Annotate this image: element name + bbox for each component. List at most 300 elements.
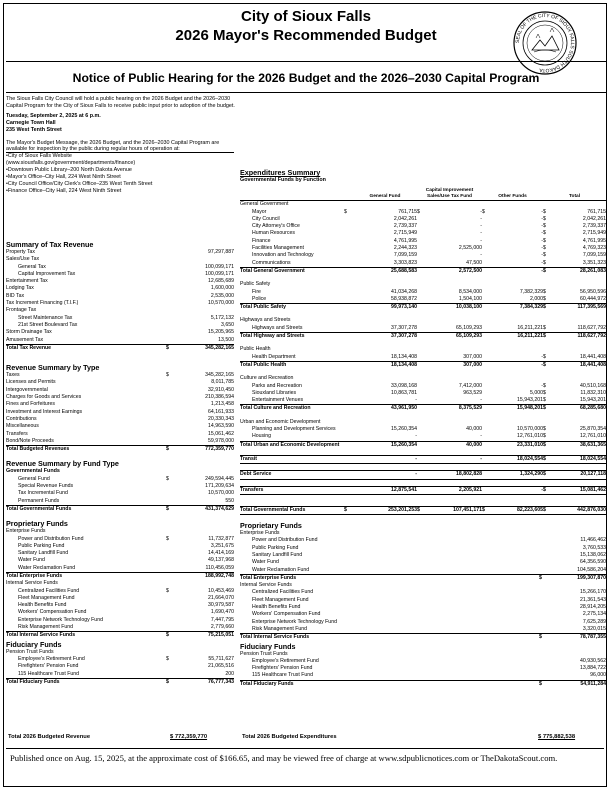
row-label: Health Benefits Fund: [18, 602, 67, 609]
fiduciary-revenue-title: Fiduciary Funds: [6, 639, 62, 649]
table-row: [6, 337, 234, 344]
row-label: Pension Trust Funds: [240, 650, 288, 657]
row-label: Miscellaneous: [6, 423, 39, 430]
row-value: 15,266,170: [580, 589, 606, 596]
currency-symbol: [344, 375, 353, 382]
capital-fund-value: [426, 375, 482, 382]
row-value: 772,359,770: [205, 446, 234, 453]
capital-fund-value: -: [480, 208, 482, 215]
table-row: [6, 307, 234, 314]
currency-symbol: $: [166, 505, 169, 512]
total-value: 117,395,569: [577, 304, 606, 311]
total-value: 40,510,168: [580, 382, 606, 389]
row-label: Total Fiduciary Funds: [6, 678, 60, 685]
row-value: 431,374,629: [205, 505, 234, 512]
table-row: [240, 223, 606, 230]
total-value: 118,627,792: [577, 324, 606, 331]
currency-symbol: [166, 401, 176, 408]
row-label: Total Public Health: [240, 361, 287, 368]
capital-fund-value: [426, 346, 482, 353]
currency-symbol: [166, 580, 176, 587]
table-row: [6, 624, 234, 631]
general-fund-value: [353, 375, 417, 382]
row-label: Tax Incremental Fund: [18, 490, 68, 497]
row-label: Total Enterprise Funds: [6, 572, 63, 579]
row-label: Parks and Recreation: [252, 382, 302, 389]
general-fund-value: 253,201,253: [388, 506, 417, 513]
row-value: 100,099,171: [205, 263, 234, 270]
capital-fund-value: -: [480, 237, 482, 244]
table-row: [240, 537, 606, 544]
currency-symbol: [344, 333, 353, 340]
capital-fund-value: 107,451,171: [453, 506, 482, 513]
row-label: Housing: [252, 433, 272, 440]
table-row: [240, 658, 606, 665]
currency-symbol: [417, 383, 426, 390]
total-value: 60,444,972: [580, 295, 606, 302]
city-title: City of Sioux Falls: [240, 8, 372, 25]
currency-symbol: [166, 565, 176, 572]
currency-symbol: [417, 304, 426, 311]
table-row: [240, 267, 606, 275]
currency-symbol: $: [417, 208, 420, 215]
currency-symbol: [417, 456, 426, 463]
capital-fund-value: 18,802,828: [456, 471, 482, 478]
currency-symbol: [482, 304, 491, 311]
currency-symbol: [543, 317, 552, 324]
location-item: •City of Sioux Falls Website: [6, 153, 72, 160]
row-label: Highways and Streets: [252, 324, 303, 331]
total-value: 4,769,323: [582, 245, 606, 252]
currency-symbol: [543, 419, 552, 426]
column-header: Total: [568, 194, 581, 200]
currency-symbol: [482, 238, 491, 245]
row-label: Transfers: [240, 486, 264, 493]
row-value: 249,594,445: [205, 475, 234, 482]
currency-symbol: [417, 346, 426, 353]
currency-symbol: $: [543, 333, 546, 340]
row-value: 10,570,000: [208, 490, 234, 497]
table-row: [240, 238, 606, 245]
currency-symbol: [482, 419, 491, 426]
table-row: [6, 379, 234, 386]
row-label: Firefighters' Pension Fund: [18, 663, 79, 670]
row-value: 21,664,070: [208, 594, 234, 601]
currency-symbol: $: [543, 223, 546, 230]
general-fund-value: 2,739,337: [393, 223, 417, 230]
general-fund-value: -: [415, 471, 417, 478]
general-fund-value: 58,938,872: [391, 295, 417, 302]
currency-symbol: [539, 604, 548, 611]
row-value: 20,330,343: [208, 415, 234, 422]
general-fund-value: 15,260,354: [391, 426, 417, 433]
row-label: Total Urban and Economic Development: [240, 441, 340, 448]
row-value: 49,137,968: [208, 557, 234, 564]
other-funds-value: 82,223,605: [517, 506, 543, 513]
row-value: 15,138,062: [580, 551, 606, 558]
header-divider: [6, 61, 606, 62]
capital-fund-value: -: [480, 397, 482, 404]
currency-symbol: [417, 419, 426, 426]
row-label: Total Governmental Funds: [6, 505, 72, 512]
currency-symbol: [482, 333, 491, 340]
currency-symbol: [166, 649, 176, 656]
table-row: [6, 483, 234, 490]
row-value: [176, 528, 234, 535]
location-item: •Mayor's Office–City Hall, 224 West Ninth Street: [6, 174, 121, 181]
general-fund-value: 2,042,261: [393, 215, 417, 222]
table-row: [240, 252, 606, 259]
table-row: [6, 264, 234, 271]
table-row: [6, 498, 234, 505]
row-value: 15,205,965: [208, 329, 234, 336]
table-row: [240, 552, 606, 559]
row-value: 8,011,785: [211, 379, 234, 386]
currency-symbol: $: [543, 397, 546, 404]
currency-symbol: [482, 289, 491, 296]
revenue-column: [6, 240, 234, 686]
row-label: Total Governmental Funds: [240, 506, 306, 513]
row-value: 96,000: [590, 672, 606, 679]
currency-symbol: [482, 471, 491, 478]
table-row: [6, 609, 234, 616]
row-value: 15,061,462: [208, 430, 234, 437]
currency-symbol: $: [543, 295, 546, 302]
total-value: 7,099,159: [582, 252, 606, 259]
row-value: 345,282,165: [205, 344, 234, 351]
row-label: Transit: [240, 455, 258, 462]
row-value: 75,215,051: [208, 632, 234, 639]
table-row: [240, 433, 606, 440]
row-value: 210,386,594: [205, 394, 234, 401]
currency-symbol: [344, 419, 353, 426]
table-row: [6, 431, 234, 438]
revenue-by-fund-title: Revenue Summary by Fund Type: [6, 459, 119, 469]
currency-symbol: [539, 559, 548, 566]
other-funds-value: 10,570,000: [517, 426, 543, 433]
row-label: Enterprise Funds: [240, 530, 280, 537]
table-row: [240, 317, 606, 324]
currency-symbol: $: [166, 587, 169, 594]
row-label: Property Tax: [6, 249, 36, 255]
row-value: 199,307,870: [577, 574, 606, 581]
row-label: Debt Service: [240, 471, 272, 478]
row-value: 64,356,590: [580, 559, 606, 566]
row-label: Water Fund: [252, 559, 279, 566]
row-value: 3,320,015: [582, 625, 606, 632]
row-label: 115 Healthcare Trust Fund: [252, 672, 314, 679]
row-value: 3,760,533: [582, 544, 606, 551]
currency-symbol: [417, 397, 426, 404]
table-row: [6, 249, 234, 256]
general-fund-value: 43,961,950: [391, 405, 417, 412]
currency-symbol: [539, 665, 548, 672]
row-label: Internal Service Funds: [6, 580, 58, 587]
currency-symbol: [344, 296, 353, 303]
table-row: [6, 278, 234, 285]
capital-fund-value: -: [480, 223, 482, 230]
proprietary-revenue-title: Proprietary Funds: [6, 519, 68, 529]
row-label: Risk Management Fund: [252, 625, 308, 632]
location-item: (www.siouxfalls.gov/government/departments/finance): [6, 160, 136, 167]
currency-symbol: [417, 245, 426, 252]
column-header: General Fund: [369, 194, 401, 200]
other-funds-value: 2,000: [530, 295, 543, 302]
currency-symbol: $: [543, 237, 546, 244]
currency-symbol: [166, 490, 176, 497]
other-funds-value: 7,382,329: [519, 288, 543, 295]
currency-symbol: [344, 245, 353, 252]
currency-symbol: $: [543, 252, 546, 259]
row-label: Centralized Facilities Fund: [18, 587, 80, 594]
publication-footer: Published once on Aug. 15, 2025, at the approximate cost of $166.65, and may be viewed free of charge at www.sdpublicnotices.com or TheDakotaScout.com.: [6, 748, 604, 782]
total-value: 18,441,408: [580, 353, 606, 360]
row-label: Sanitary Landfill Fund: [18, 550, 69, 557]
row-label: Total Internal Service Funds: [6, 632, 76, 639]
table-row: [6, 329, 234, 336]
row-label: Total Internal Service Funds: [240, 634, 310, 641]
row-value: 10,570,000: [208, 300, 234, 307]
table-row: [6, 285, 234, 292]
table-row: [240, 604, 606, 611]
currency-symbol: $: [539, 634, 542, 641]
table-row: [240, 296, 606, 303]
table-row: [6, 394, 234, 401]
availability-paragraph: The Mayor's Budget Message, the 2026 Budget, and the 2026–2030 Capital Program are available for inspection by the public during regular hours of operation at:: [6, 139, 220, 153]
currency-symbol: [344, 405, 353, 412]
row-label: Water Fund: [18, 557, 45, 564]
currency-symbol: [344, 390, 353, 397]
row-value: [548, 651, 606, 658]
total-value: 761,715: [587, 208, 606, 215]
total-value: 2,715,949: [582, 230, 606, 237]
other-funds-value: 1,324,290: [519, 471, 543, 478]
row-label: 21st Street Boulevard Tax: [18, 321, 78, 328]
currency-symbol: [482, 201, 491, 208]
currency-symbol: [166, 543, 176, 550]
row-value: 11,732,877: [208, 535, 234, 542]
row-label: Fleet Management Fund: [18, 594, 75, 601]
svg-text:SEAL OF THE CITY OF SIOUX FALL: SEAL OF THE CITY OF SIOUX FALLS SOUTH DAKOTA: [514, 12, 576, 74]
row-label: Permanent Funds: [18, 497, 60, 504]
row-value: 2,535,000: [210, 292, 234, 299]
table-row: [6, 322, 234, 329]
general-fund-value: 12,875,541: [391, 486, 417, 493]
row-label: Transfers: [6, 430, 28, 437]
table-row: [6, 445, 234, 453]
total-expenditures-label: Total 2026 Budgeted Expenditures: [242, 734, 337, 740]
other-funds-value: -: [541, 237, 543, 244]
general-fund-value: [353, 419, 417, 426]
currency-symbol: [344, 268, 353, 275]
row-label: Total Budgeted Revenues: [6, 446, 70, 453]
row-value: 11,466,462: [580, 537, 606, 544]
table-row: [240, 397, 606, 404]
currency-symbol: [539, 589, 548, 596]
row-value: [176, 649, 234, 656]
other-funds-value: 5,000: [530, 389, 543, 396]
column-header-row: [240, 184, 606, 201]
general-fund-value: [353, 281, 417, 288]
currency-symbol: [344, 289, 353, 296]
proprietary-expenditures-title: Proprietary Funds: [240, 521, 302, 531]
table-row: [6, 344, 234, 352]
expenditures-subtitle: Governmental Funds by Function: [240, 177, 326, 183]
row-label: Public Health: [240, 346, 271, 353]
currency-symbol: [539, 672, 548, 679]
currency-symbol: [482, 442, 491, 449]
total-value: 38,631,365: [580, 441, 606, 448]
table-row: [240, 441, 606, 449]
currency-symbol: [166, 483, 176, 490]
city-seal-icon: [512, 10, 578, 76]
general-fund-value: -: [415, 397, 417, 404]
general-fund-value: 761,715: [398, 208, 417, 215]
table-row: [6, 372, 234, 379]
row-label: Storm Drainage Tax: [6, 329, 52, 336]
general-fund-value: 7,099,159: [393, 252, 417, 259]
currency-symbol: $: [543, 455, 546, 462]
row-value: 1,213,458: [210, 401, 234, 408]
row-value: 13,884,722: [580, 665, 606, 672]
table-row: [6, 293, 234, 300]
row-label: Human Resources: [252, 230, 295, 237]
currency-symbol: [417, 317, 426, 324]
total-value: 2,042,261: [582, 215, 606, 222]
row-label: General Government: [240, 201, 289, 208]
currency-symbol: $: [543, 361, 546, 368]
currency-symbol: [166, 595, 176, 602]
currency-symbol: [166, 285, 176, 292]
table-row: [240, 303, 606, 311]
row-value: 55,711,627: [208, 655, 234, 662]
table-row: [240, 455, 606, 464]
row-label: Centralized Facilities Fund: [252, 589, 314, 596]
row-label: Bond/Note Proceeds: [6, 437, 54, 444]
general-fund-value: 33,098,168: [391, 382, 417, 389]
table-row: [240, 383, 606, 390]
table-row: [6, 550, 234, 557]
other-funds-value: [491, 346, 543, 353]
row-value: 2,275,134: [582, 611, 606, 618]
capital-fund-value: -: [480, 455, 482, 462]
table-row: [6, 423, 234, 430]
row-label: Entertainment Venues: [252, 397, 304, 404]
row-value: 104,586,204: [577, 566, 606, 573]
table-row: [6, 528, 234, 535]
notice-divider: [6, 92, 606, 93]
capital-fund-value: 65,109,293: [456, 333, 482, 340]
currency-symbol: [482, 354, 491, 361]
currency-symbol: [417, 325, 426, 332]
general-fund-value: -: [415, 433, 417, 440]
capital-fund-value: 40,000: [466, 441, 482, 448]
total-value: 68,285,680: [580, 405, 606, 412]
total-value: 118,627,792: [577, 333, 606, 340]
currency-symbol: [539, 537, 548, 544]
general-fund-value: 41,034,268: [391, 288, 417, 295]
total-revenue-label: Total 2026 Budgeted Revenue: [8, 734, 91, 740]
currency-symbol: [344, 260, 353, 267]
table-row: [240, 665, 606, 672]
currency-symbol: $: [417, 506, 420, 513]
total-value: 18,024,554: [580, 455, 606, 462]
currency-symbol: $: [543, 259, 546, 266]
total-value: 4,761,995: [582, 237, 606, 244]
other-funds-value: 23,331,010: [517, 441, 543, 448]
row-label: Frontage Tax: [6, 307, 37, 314]
currency-symbol: [166, 293, 176, 300]
currency-symbol: [417, 426, 426, 433]
total-value: 56,950,596: [580, 288, 606, 295]
currency-symbol: [482, 281, 491, 288]
table-row: [240, 404, 606, 412]
total-value: 12,761,010: [580, 433, 606, 440]
currency-symbol: [166, 315, 176, 322]
currency-symbol: [543, 201, 552, 208]
currency-symbol: [166, 387, 176, 394]
currency-symbol: [482, 317, 491, 324]
general-fund-value: 15,260,354: [391, 441, 417, 448]
row-label: Employee's Retirement Fund: [252, 657, 319, 664]
capital-fund-value: [426, 201, 482, 208]
currency-symbol: [166, 617, 176, 624]
location-list: [6, 153, 236, 194]
row-label: Enterprise Funds: [6, 528, 46, 535]
table-row: [240, 216, 606, 223]
row-value: 54,911,284: [580, 680, 606, 687]
currency-symbol: [539, 658, 548, 665]
currency-symbol: [482, 252, 491, 259]
location-item: •City Council Office/City Clerk's Office–235 West Tenth Street: [6, 180, 153, 187]
currency-symbol: [166, 557, 176, 564]
table-row: [240, 680, 606, 688]
currency-symbol: [417, 238, 426, 245]
currency-symbol: $: [543, 433, 546, 440]
currency-symbol: [344, 223, 353, 230]
currency-symbol: [482, 362, 491, 369]
currency-symbol: $: [344, 208, 347, 215]
capital-fund-value: -: [480, 215, 482, 222]
other-funds-value: -: [541, 382, 543, 389]
row-label: General Tax: [18, 263, 46, 270]
capital-fund-value: 47,500: [466, 259, 482, 266]
currency-symbol: [166, 271, 176, 278]
table-row: [240, 361, 606, 369]
row-label: Culture and Recreation: [240, 375, 294, 382]
row-label: Public Parking Fund: [252, 544, 299, 551]
currency-symbol: [482, 296, 491, 303]
currency-symbol: $: [166, 655, 169, 662]
currency-symbol: [166, 278, 176, 285]
row-value: 78,787,355: [580, 634, 606, 641]
other-funds-value: 16,211,221: [517, 324, 543, 331]
row-value: 7,625,289: [582, 618, 606, 625]
currency-symbol: [482, 383, 491, 390]
currency-symbol: [344, 281, 353, 288]
row-value: 76,777,343: [208, 678, 234, 685]
currency-symbol: $: [166, 344, 169, 351]
other-funds-value: 16,211,221: [517, 333, 543, 340]
intro-divider: [6, 152, 234, 153]
currency-symbol: [166, 550, 176, 557]
currency-symbol: [417, 289, 426, 296]
row-value: 14,414,169: [208, 550, 234, 557]
table-row: [6, 300, 234, 307]
table-row: [240, 325, 606, 332]
currency-symbol: [482, 268, 491, 275]
location-item: •Downtown Public Library–200 North Dakota Avenue: [6, 167, 132, 174]
